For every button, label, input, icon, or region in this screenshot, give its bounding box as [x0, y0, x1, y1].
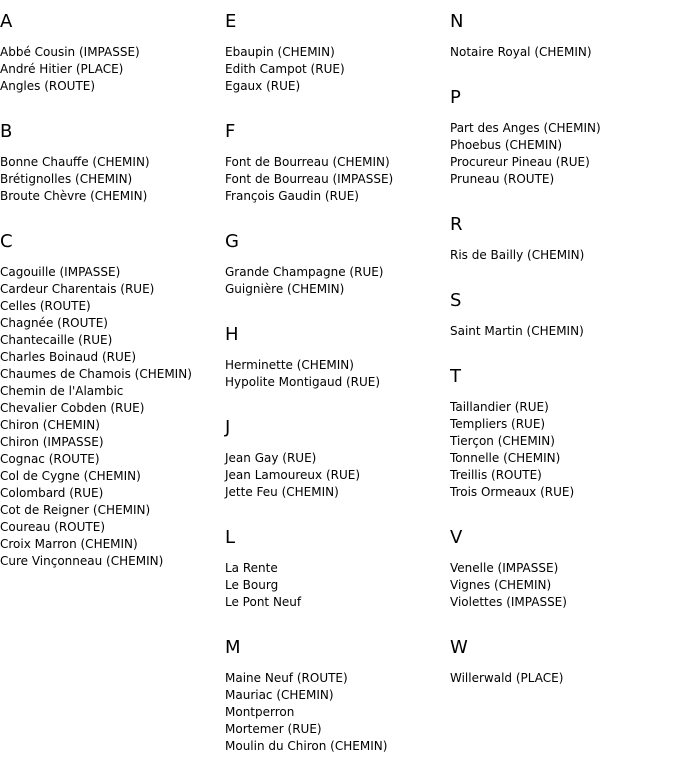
letter-group-h — [225, 313, 450, 391]
letter-group-t — [450, 355, 675, 501]
letter-heading: P — [450, 87, 461, 108]
letter-group-w — [450, 626, 675, 687]
street-link[interactable]: Phoebus (CHEMIN) — [450, 138, 563, 152]
street-link[interactable]: Celles (ROUTE) — [0, 299, 91, 313]
street-link[interactable]: Chaumes de Chamois (CHEMIN) — [0, 367, 192, 381]
street-link[interactable]: Jean Lamoureux (RUE) — [225, 468, 361, 482]
street-link[interactable]: Font de Bourreau (CHEMIN) — [225, 155, 390, 169]
street-link[interactable]: Grande Champagne (RUE) — [225, 265, 384, 279]
street-link[interactable]: André Hitier (PLACE) — [0, 62, 124, 76]
street-link[interactable]: Montperron — [225, 705, 295, 719]
street-link[interactable]: Guignière (CHEMIN) — [225, 282, 345, 296]
street-link[interactable]: Cot de Reigner (CHEMIN) — [0, 503, 151, 517]
letter-heading: T — [450, 366, 461, 387]
street-link[interactable]: Tierçon (CHEMIN) — [450, 434, 555, 448]
street-link[interactable]: Herminette (CHEMIN) — [225, 358, 354, 372]
street-link[interactable]: Broute Chèvre (CHEMIN) — [0, 189, 148, 203]
letter-heading: W — [450, 637, 468, 658]
street-link[interactable]: Font de Bourreau (IMPASSE) — [225, 172, 394, 186]
letter-heading: N — [450, 11, 464, 32]
street-link[interactable]: Willerwald (PLACE) — [450, 671, 564, 685]
street-link[interactable]: Trois Ormeaux (RUE) — [450, 485, 575, 499]
letter-heading: A — [0, 11, 13, 32]
street-link[interactable]: Cure Vinçonneau (CHEMIN) — [0, 554, 164, 568]
street-link[interactable]: Jette Feu (CHEMIN) — [225, 485, 339, 499]
letter-heading: V — [450, 527, 463, 548]
index-column-1 — [0, 0, 225, 585]
letter-group-r — [450, 203, 675, 264]
street-link[interactable]: Chagnée (ROUTE) — [0, 316, 108, 330]
letter-heading: M — [225, 637, 241, 658]
letter-heading: B — [0, 121, 13, 142]
street-link[interactable]: Vignes (CHEMIN) — [450, 578, 552, 592]
street-link[interactable]: Violettes (IMPASSE) — [450, 595, 567, 609]
street-link[interactable]: Mauriac (CHEMIN) — [225, 688, 334, 702]
street-link[interactable]: Jean Gay (RUE) — [225, 451, 317, 465]
index-column-3 — [450, 0, 675, 702]
letter-group-n — [450, 0, 675, 61]
street-link[interactable]: Taillandier (RUE) — [450, 400, 549, 414]
street-link[interactable]: Angles (ROUTE) — [0, 79, 96, 93]
letter-group-l — [225, 516, 450, 611]
street-link[interactable]: Pruneau (ROUTE) — [450, 172, 555, 186]
street-link[interactable]: Cagouille (IMPASSE) — [0, 265, 121, 279]
street-link[interactable]: Venelle (IMPASSE) — [450, 561, 559, 575]
letter-heading: H — [225, 324, 239, 345]
letter-group-g — [225, 220, 450, 298]
street-link[interactable]: Croix Marron (CHEMIN) — [0, 537, 138, 551]
street-link[interactable]: Notaire Royal (CHEMIN) — [450, 45, 592, 59]
street-link[interactable]: Le Pont Neuf — [225, 595, 302, 609]
street-link[interactable]: Le Bourg — [225, 578, 279, 592]
street-link[interactable]: Coureau (ROUTE) — [0, 520, 105, 534]
street-link[interactable]: Charles Boinaud (RUE) — [0, 350, 137, 364]
street-link[interactable]: Edith Campot (RUE) — [225, 62, 345, 76]
letter-group-p — [450, 76, 675, 188]
letter-heading: C — [0, 231, 13, 252]
street-link[interactable]: Chantecaille (RUE) — [0, 333, 113, 347]
street-link[interactable]: Abbé Cousin (IMPASSE) — [0, 45, 140, 59]
letter-group-v — [450, 516, 675, 611]
street-link[interactable]: La Rente — [225, 561, 278, 575]
letter-heading: J — [225, 417, 231, 438]
street-link[interactable]: Part des Anges (CHEMIN) — [450, 121, 601, 135]
street-link[interactable]: Brétignolles (CHEMIN) — [0, 172, 133, 186]
street-link[interactable]: Chemin de l'Alambic — [0, 384, 124, 398]
letter-heading: G — [225, 231, 239, 252]
street-link[interactable]: Egaux (RUE) — [225, 79, 301, 93]
letter-group-a — [0, 0, 225, 95]
street-link[interactable]: Hypolite Montigaud (RUE) — [225, 375, 381, 389]
letter-group-j — [225, 406, 450, 501]
street-link[interactable]: Maine Neuf (ROUTE) — [225, 671, 348, 685]
letter-heading: S — [450, 290, 462, 311]
street-link[interactable]: Saint Martin (CHEMIN) — [450, 324, 584, 338]
index-column-2 — [225, 0, 450, 770]
street-link[interactable]: Bonne Chauffe (CHEMIN) — [0, 155, 150, 169]
letter-group-b — [0, 110, 225, 205]
street-link[interactable]: Cognac (ROUTE) — [0, 452, 100, 466]
street-link[interactable]: François Gaudin (RUE) — [225, 189, 359, 203]
letter-heading: R — [450, 214, 463, 235]
street-link[interactable]: Tonnelle (CHEMIN) — [450, 451, 561, 465]
letter-group-m — [225, 626, 450, 755]
street-link[interactable]: Cardeur Charentais (RUE) — [0, 282, 155, 296]
letter-heading: F — [225, 121, 236, 142]
street-link[interactable]: Templiers (RUE) — [450, 417, 546, 431]
letter-heading: E — [225, 11, 237, 32]
street-link[interactable]: Mortemer (RUE) — [225, 722, 322, 736]
street-link[interactable]: Chiron (CHEMIN) — [0, 418, 100, 432]
street-link[interactable]: Procureur Pineau (RUE) — [450, 155, 590, 169]
letter-group-e — [225, 0, 450, 95]
street-link[interactable]: Col de Cygne (CHEMIN) — [0, 469, 141, 483]
street-link[interactable]: Chiron (IMPASSE) — [0, 435, 104, 449]
street-link[interactable]: Colombard (RUE) — [0, 486, 104, 500]
letter-group-s — [450, 279, 675, 340]
letter-group-c — [0, 220, 225, 570]
letter-heading: L — [225, 527, 236, 548]
street-link[interactable]: Chevalier Cobden (RUE) — [0, 401, 145, 415]
street-link[interactable]: Ebaupin (CHEMIN) — [225, 45, 335, 59]
letter-group-f — [225, 110, 450, 205]
street-link[interactable]: Moulin du Chiron (CHEMIN) — [225, 739, 388, 753]
street-link[interactable]: Treillis (ROUTE) — [450, 468, 542, 482]
street-link[interactable]: Ris de Bailly (CHEMIN) — [450, 248, 585, 262]
